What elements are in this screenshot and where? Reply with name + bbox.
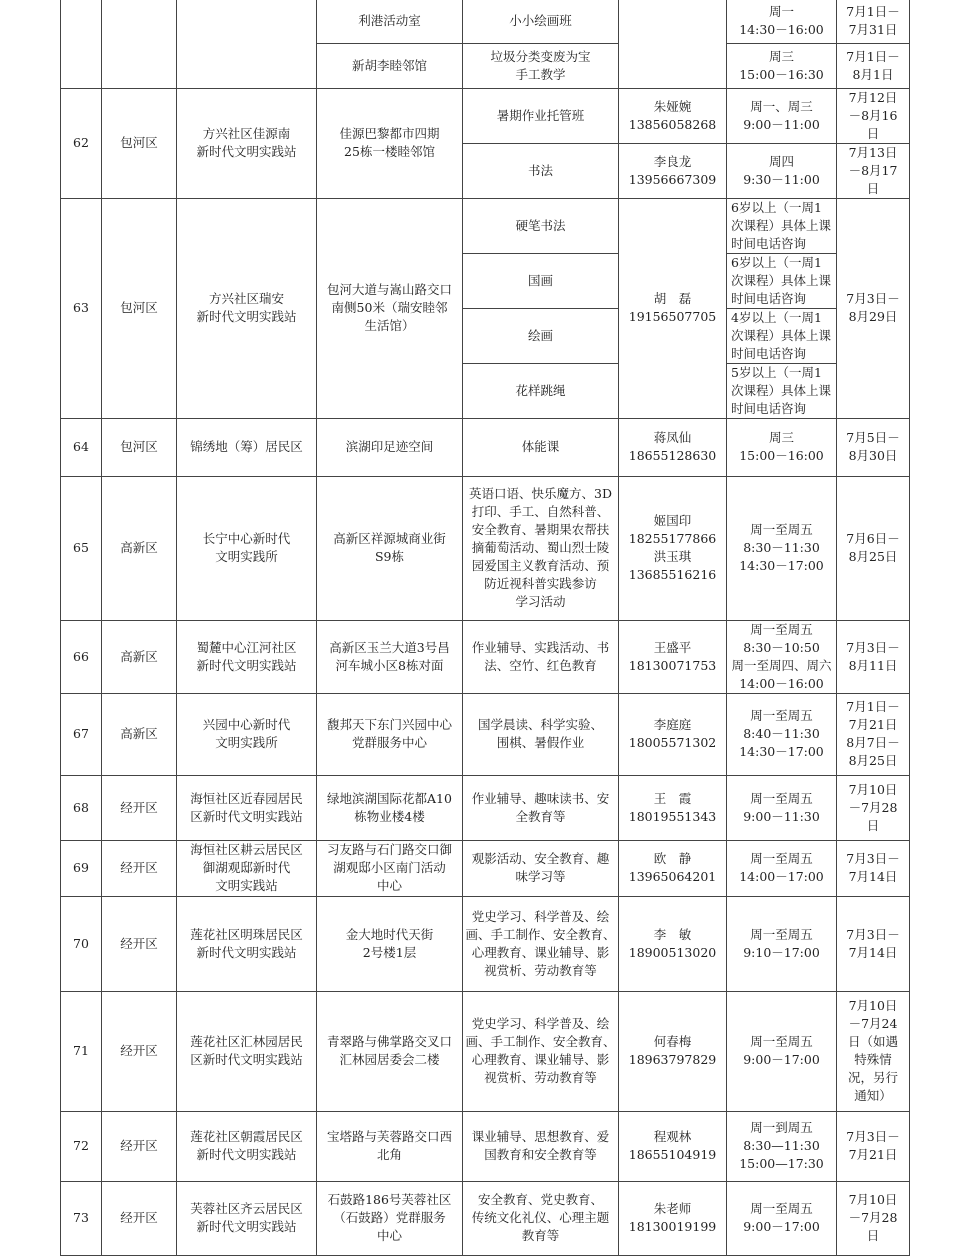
- time-cell: 周一至周五 8:30－11:30 14:30－17:00: [727, 476, 837, 620]
- activity-cell: 党史学习、科学普及、绘 画、手工制作、安全教育、 心理教育、课业辅导、影 视赏析、劳动教育等: [463, 896, 619, 991]
- district-cell: 经开区: [102, 775, 177, 840]
- dates-cell: 7月3日－ 8月11日: [837, 620, 910, 693]
- venue-cell: 滨湖印足迹空间: [317, 418, 463, 476]
- activity-cell: 课业辅导、思想教育、爱 国教育和安全教育等: [463, 1111, 619, 1181]
- dates-cell: 7月3日－ 7月21日: [837, 1111, 910, 1181]
- dates-cell: 7月1日－ 7月21日 8月7日－ 8月25日: [837, 693, 910, 775]
- time-cell: 周一到周五 8:30—11:30 15:00—17:30: [727, 1111, 837, 1181]
- activity-cell: 暑期作业托管班: [463, 88, 619, 143]
- dates-cell: 7月10日 －7月28 日: [837, 1181, 910, 1255]
- table-row: [61, 88, 910, 143]
- contact-cell: 何春梅 18963797829: [619, 991, 727, 1111]
- dates-cell: 7月6日－ 8月25日: [837, 476, 910, 620]
- activity-cell: 体能课: [463, 418, 619, 476]
- district-cell: 经开区: [102, 840, 177, 896]
- site-cell: 芙蓉社区齐云居民区 新时代文明实践站: [177, 1181, 317, 1255]
- no-cell: 66: [61, 620, 102, 693]
- time-cell: 周一至周五 8:30－10:50 周一至周四、周六 14:00－16:00: [727, 620, 837, 693]
- venue-cell: 石鼓路186号芙蓉社区 （石鼓路）党群服务 中心: [317, 1181, 463, 1255]
- activity-cell: 安全教育、党史教育、 传统文化礼仪、心理主题 教育等: [463, 1181, 619, 1255]
- dates-cell: 7月12日 －8月16 日: [837, 88, 910, 143]
- time-cell: 周一、周三 9:00－11:00: [727, 88, 837, 143]
- venue-cell: 习友路与石门路交口御 湖观邸小区南门活动 中心: [317, 840, 463, 896]
- no-cell: 69: [61, 840, 102, 896]
- site-cell: 方兴社区佳源南 新时代文明实践站: [177, 88, 317, 198]
- no-cell: 71: [61, 991, 102, 1111]
- site-cell: 兴园中心新时代 文明实践所: [177, 693, 317, 775]
- time-cell: 周一至周五 8:40－11:30 14:30－17:00: [727, 693, 837, 775]
- activity-table: [60, 0, 910, 1256]
- activity-cell: 国画: [463, 253, 619, 308]
- table-row: [61, 896, 910, 991]
- time-cell: 周一至周五 9:00－11:30: [727, 775, 837, 840]
- activity-cell: 观影活动、安全教育、趣 味学习等: [463, 840, 619, 896]
- contact-cell: 李 敏 18900513020: [619, 896, 727, 991]
- table-row: [61, 418, 910, 476]
- dates-cell: 7月5日－ 8月30日: [837, 418, 910, 476]
- district-cell: 包河区: [102, 198, 177, 418]
- dates-cell: 7月3日－ 7月14日: [837, 896, 910, 991]
- site-cell: 莲花社区明珠居民区 新时代文明实践站: [177, 896, 317, 991]
- site-cell: 蜀麓中心江河社区 新时代文明实践站: [177, 620, 317, 693]
- district-cell: 经开区: [102, 1181, 177, 1255]
- contact-cell: 程观林 18655104919: [619, 1111, 727, 1181]
- district-cell: 经开区: [102, 896, 177, 991]
- activity-cell: 作业辅导、实践活动、书 法、空竹、红色教育: [463, 620, 619, 693]
- no-cell: 68: [61, 775, 102, 840]
- venue-cell: 宝塔路与芙蓉路交口西 北角: [317, 1111, 463, 1181]
- site-cell: 莲花社区汇林园居民 区新时代文明实践站: [177, 991, 317, 1111]
- no-cell: 63: [61, 198, 102, 418]
- dates-cell: 7月1日－ 7月31日: [837, 0, 910, 43]
- contact-cell: 朱老师 18130019199: [619, 1181, 727, 1255]
- time-cell: 6岁以上（一周1 次课程）具体上课 时间电话咨询: [727, 253, 837, 308]
- dates-cell: 7月10日 －7月24 日（如遇 特殊情 况，另行 通知）: [837, 991, 910, 1111]
- no-cell: 62: [61, 88, 102, 198]
- time-cell: 周一至周五 9:10－17:00: [727, 896, 837, 991]
- dates-cell: 7月1日－ 8月1日: [837, 43, 910, 88]
- venue-cell: 馥邦天下东门兴园中心 党群服务中心: [317, 693, 463, 775]
- activity-cell: 作业辅导、趣味读书、安 全教育等: [463, 775, 619, 840]
- site-cell: 方兴社区瑞安 新时代文明实践站: [177, 198, 317, 418]
- time-cell: 4岁以上（一周1 次课程）具体上课 时间电话咨询: [727, 308, 837, 363]
- time-cell: 周一 14:30－16:00: [727, 0, 837, 43]
- table-row: [61, 991, 910, 1111]
- activity-cell: 绘画: [463, 308, 619, 363]
- venue-cell: 包河大道与嵩山路交口 南侧50米（瑞安睦邻 生活馆）: [317, 198, 463, 418]
- table-row: [61, 0, 910, 43]
- table-row: [61, 1111, 910, 1181]
- venue-cell: 金大地时代天街 2号楼1层: [317, 896, 463, 991]
- contact-cell: 李良龙 13956667309: [619, 143, 727, 198]
- activity-cell: 英语口语、快乐魔方、3D 打印、手工、自然科普、 安全教育、暑期果农帮扶 摘葡萄活动、蜀山烈士陵 园爱国主义教育活动、预 防近视科普实践参访 学习活动: [463, 476, 619, 620]
- no-cell: 64: [61, 418, 102, 476]
- venue-cell: 新胡李睦邻馆: [317, 43, 463, 88]
- district-cell: 经开区: [102, 1111, 177, 1181]
- contact-cell: 胡 磊 19156507705: [619, 198, 727, 418]
- no-cell: 65: [61, 476, 102, 620]
- contact-cell: 王盛平 18130071753: [619, 620, 727, 693]
- site-cell: 海恒社区近春园居民 区新时代文明实践站: [177, 775, 317, 840]
- site-cell: 海恒社区耕云居民区 御湖观邸新时代 文明实践站: [177, 840, 317, 896]
- table-row: [61, 198, 910, 253]
- district-cell: 包河区: [102, 418, 177, 476]
- no-cell: 72: [61, 1111, 102, 1181]
- contact-cell: 王 霞 18019551343: [619, 775, 727, 840]
- table-row: [61, 1181, 910, 1255]
- activity-cell: 书法: [463, 143, 619, 198]
- activity-cell: 党史学习、科学普及、绘 画、手工制作、安全教育、 心理教育、课业辅导、影 视赏析、劳动教育等: [463, 991, 619, 1111]
- time-cell: 周一至周五 14:00－17:00: [727, 840, 837, 896]
- district-cell: 高新区: [102, 620, 177, 693]
- table-row: [61, 693, 910, 775]
- site-cell: 长宁中心新时代 文明实践所: [177, 476, 317, 620]
- activity-cell: 小小绘画班: [463, 0, 619, 43]
- venue-cell: 高新区玉兰大道3号昌 河车城小区8栋对面: [317, 620, 463, 693]
- district-cell: 高新区: [102, 476, 177, 620]
- dates-cell: 7月3日－ 8月29日: [837, 198, 910, 418]
- time-cell: 周一至周五 9:00－17:00: [727, 991, 837, 1111]
- dates-cell: 7月10日 －7月28 日: [837, 775, 910, 840]
- site-cell: 莲花社区朝霞居民区 新时代文明实践站: [177, 1111, 317, 1181]
- time-cell: 周三 15:00－16:30: [727, 43, 837, 88]
- table-row: [61, 620, 910, 693]
- contact-cell: [619, 0, 727, 88]
- site-cell: 锦绣地（筹）居民区: [177, 418, 317, 476]
- dates-cell: 7月13日 －8月17 日: [837, 143, 910, 198]
- time-cell: 6岁以上（一周1 次课程）具体上课 时间电话咨询: [727, 198, 837, 253]
- no-cell: 73: [61, 1181, 102, 1255]
- time-cell: 周四 9:30－11:00: [727, 143, 837, 198]
- table-row: [61, 476, 910, 620]
- no-cell: 67: [61, 693, 102, 775]
- no-cell: [61, 0, 102, 88]
- contact-cell: 姬国印 18255177866 洪玉琪 13685516216: [619, 476, 727, 620]
- activity-cell: 花样跳绳: [463, 363, 619, 418]
- contact-cell: 欧 静 13965064201: [619, 840, 727, 896]
- schedule-sheet: [60, 0, 909, 1248]
- venue-cell: 佳源巴黎都市四期 25栋一楼睦邻馆: [317, 88, 463, 198]
- contact-cell: 李庭庭 18005571302: [619, 693, 727, 775]
- district-cell: 高新区: [102, 693, 177, 775]
- table-row: [61, 775, 910, 840]
- time-cell: 周一至周五 9:00－17:00: [727, 1181, 837, 1255]
- activity-cell: 国学晨读、科学实验、 围棋、暑假作业: [463, 693, 619, 775]
- activity-cell: 硬笔书法: [463, 198, 619, 253]
- contact-cell: 蒋凤仙 18655128630: [619, 418, 727, 476]
- contact-cell: 朱娅婉 13856058268: [619, 88, 727, 143]
- table-row: [61, 840, 910, 896]
- time-cell: 周三 15:00－16:00: [727, 418, 837, 476]
- venue-cell: 青翠路与佛掌路交叉口 汇林园居委会二楼: [317, 991, 463, 1111]
- venue-cell: 利港活动室: [317, 0, 463, 43]
- dates-cell: 7月3日－ 7月14日: [837, 840, 910, 896]
- venue-cell: 高新区祥源城商业街 S9栋: [317, 476, 463, 620]
- site-cell: [177, 0, 317, 88]
- time-cell: 5岁以上（一周1 次课程）具体上课 时间电话咨询: [727, 363, 837, 418]
- district-cell: [102, 0, 177, 88]
- activity-cell: 垃圾分类变废为宝 手工教学: [463, 43, 619, 88]
- district-cell: 经开区: [102, 991, 177, 1111]
- no-cell: 70: [61, 896, 102, 991]
- venue-cell: 绿地滨湖国际花都A10 栋物业楼4楼: [317, 775, 463, 840]
- district-cell: 包河区: [102, 88, 177, 198]
